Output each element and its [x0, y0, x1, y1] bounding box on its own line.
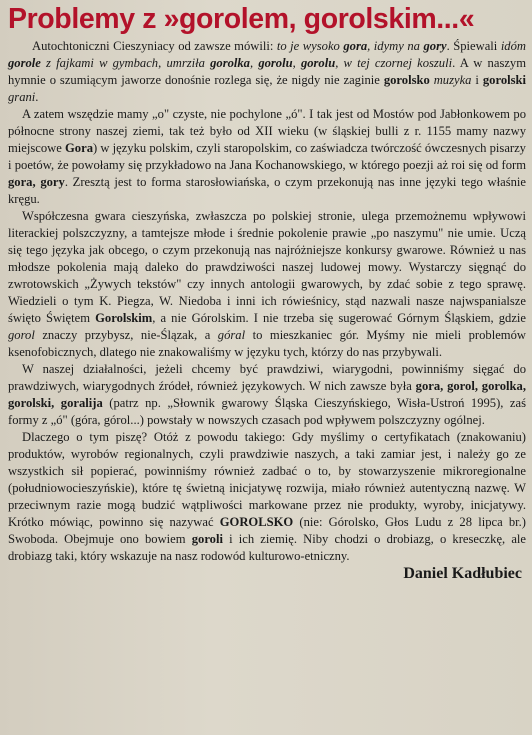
- emphasized-text: ,: [292, 56, 301, 70]
- text-run: ) w języku polskim, czyli staropolskim, co zaświadcza twórczość ówczesnych pisarzy i poetów, że powołamy się przykładowo na Jana Kochanowskiego, w którego poezji aż roi się od form: [8, 141, 526, 172]
- text-run: A zatem wszędzie mamy „o" czyste, nie pochylone „ó". I tak jest od Mostów pod Jabłonkowem po północne strony naszej ziemi, tak też było od XII wieku (w śląskiej bulli z r. 1155 mamy nazwy miejscowe: [8, 107, 526, 155]
- emphasized-text: umrziła: [166, 56, 211, 70]
- emphasized-text: gorolka: [210, 56, 250, 70]
- text-run: W naszej działalności, jeżeli chcemy być prawdziwi, wiarygodni, powinniśmy sięgać do prawdziwych, wiarygodnych źródeł, również językowych. W nich zawsze była: [8, 362, 526, 393]
- article-body: [8, 38, 526, 565]
- text-run: znaczy przybysz, nie-Ślązak, a: [34, 328, 218, 342]
- article-paragraph: [8, 361, 526, 429]
- emphasized-text: grani: [8, 90, 36, 104]
- emphasized-text: ,: [367, 39, 374, 53]
- text-run: (nie: Górolsko, Głos Ludu z 28 lipca br.) Swoboda. Obejmuje ono bowiem: [8, 515, 526, 546]
- text-run: (patrz np. „Słownik gwarowy Śląska Cieszyńskiego, Wisła-Ustroń 1995), zaś formy z „ó" (góra, górol...) powstały w nowszych czasach pod wpływem polszczyzny ogólnej.: [8, 396, 527, 427]
- text-run: to mieszkaniec gór. Myśmy nie mieli problemów ksenofobicznych, dlatego nie znakowaliśmy w języku tych, którzy do nas przybywali.: [8, 328, 526, 359]
- article-paragraph: [8, 106, 526, 208]
- text-run: i ich ziemię. Niby chodzi o drobiazg, o kreseczkę, ale drobiazg taki, który wskazuje na nasz rodowód kulturowo-etniczny.: [8, 532, 526, 563]
- emphasized-text: Gora: [65, 141, 93, 155]
- emphasized-text: gorolsko: [383, 73, 430, 87]
- emphasized-text: gora, gory: [8, 175, 65, 189]
- emphasized-text: idymy na: [373, 39, 424, 53]
- emphasized-text: gorole: [8, 56, 41, 70]
- text-run: i: [471, 73, 483, 87]
- emphasized-text: , w tej czornej koszuli: [335, 56, 453, 70]
- emphasized-text: to je wysoko: [276, 39, 344, 53]
- emphasized-text: Gorolskim: [95, 311, 153, 325]
- article-paragraph: [8, 429, 526, 565]
- emphasized-text: muzyka: [429, 73, 472, 87]
- emphasized-text: gora, gorol, gorolka, gorolski, goralija: [8, 379, 526, 410]
- emphasized-text: GOROLSKO: [219, 515, 294, 529]
- emphasized-text: gorolu: [300, 56, 336, 70]
- headline: Problemy z »gorolem, gorolskim...«: [8, 3, 475, 35]
- emphasized-text: gorolski: [482, 73, 527, 87]
- emphasized-text: z fajkami w gymbach: [40, 56, 159, 70]
- emphasized-text: goroli: [191, 532, 223, 546]
- text-run: .: [35, 90, 39, 104]
- text-run: . Zresztą jest to forma starosłowiańska, o czym przekonują nas inne języki tego właśnie kręgu.: [8, 175, 526, 206]
- text-run: ,: [158, 56, 167, 70]
- text-run: Dlaczego o tym piszę? Otóż z powodu takiego: Gdy myślimy o certyfikatach (znakowaniu) produktów, wyrobów regionalnych, czyli prawdziwie naszych, a taki zamiar jest, i należy go ze wszystkich sił popierać, powinniśmy również zadbać o to, by stowarzyszenie mikroregionalne (południowocieszyńskie), które tę świetną inicjatywę rozwija, miało również autentyczną nazwę. W przeciwnym razie mogą budzić wątpliwości markowane przez nie produkty, wyroby, inicjatywy. Krótko mówiąc, powinno się nazywać: [8, 430, 526, 529]
- text-run: Współczesna gwara cieszyńska, zwłaszcza po polskiej stronie, ulega przemożnemu wpływowi literackiej polszczyzny, a tamtejsze młode i średnie pokolenie prawie „po naszymu" nie umie. Uczą się tego języka jak obcego, o czym przekonują nas najróżniejsze konkursy gwarowe. Również u nas młodsze pokolenia mają daleko do prawdziwości naszej ludowej mowy. Wystarczy sięgnąć do zwrotowskich „Żywych tekstów" czy innych antologii gwarowych, by zdać sobie z tego sprawę. Wiedzieli o tym K. Piegza, W. Niedoba i inni ich rówieśnicy, stąd nazwali nasze najwspanialsze święto Świętem: [8, 209, 526, 325]
- emphasized-text: idóm: [500, 39, 526, 53]
- emphasized-text: gorolu: [258, 56, 293, 70]
- text-run: , a nie Górolskim. I nie trzeba się sugerować Górnym Śląskiem, gdzie: [152, 311, 526, 325]
- emphasized-text: gorol: [8, 328, 35, 342]
- emphasized-text: gora: [343, 39, 368, 53]
- article-paragraph: [8, 38, 526, 106]
- text-run: . Śpiewali: [446, 39, 501, 53]
- emphasized-text: ,: [249, 56, 259, 70]
- emphasized-text: góral: [217, 328, 246, 342]
- emphasized-text: gory: [423, 39, 447, 53]
- text-run: . A w naszym hymnie o szumiącym jaworze donośnie rozlega się, że nigdy nie zaginie: [8, 56, 527, 87]
- text-run: Autochtoniczni Cieszyniacy od zawsze mówili:: [32, 39, 277, 53]
- article-paragraph: [8, 208, 526, 361]
- author-signature: Daniel Kadłubiec: [403, 565, 522, 582]
